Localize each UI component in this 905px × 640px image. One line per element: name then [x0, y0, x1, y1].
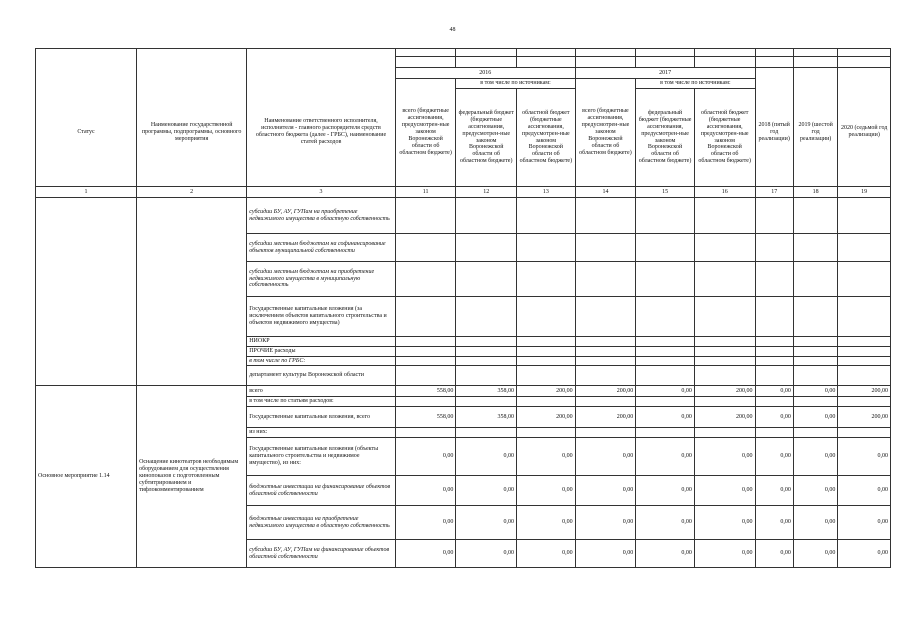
col-num: 1 — [36, 187, 137, 198]
table-row — [36, 386, 891, 397]
row-label: в том числе по статьям расходов: — [247, 397, 396, 407]
row-label: субсидии БУ, АУ, ГУПам на приобретение недвижимого имущества в областную собственность — [247, 198, 396, 234]
value-cell: 0,00 — [395, 540, 456, 568]
col-num: 12 — [456, 187, 517, 198]
value-cell: 0,00 — [636, 407, 695, 428]
budget-table — [35, 48, 891, 568]
col-num: 15 — [636, 187, 695, 198]
value-cell: 0,00 — [755, 438, 793, 476]
value-cell: 200,00 — [838, 386, 891, 397]
col-num: 13 — [517, 187, 576, 198]
row-label: бюджетные инвестиции на финансирование объектов областной собственности — [247, 476, 396, 506]
value-cell: 0,00 — [755, 506, 793, 540]
row-label: НИОКР — [247, 337, 396, 347]
row-label: всего — [247, 386, 396, 397]
header-federal-2016: федеральный бюджет (бюджетные ассигнования, предусмотрен-ные законом Воронежской области об областном бюджете) — [456, 89, 517, 187]
value-cell: 200,00 — [575, 386, 636, 397]
value-cell: 558,00 — [395, 386, 456, 397]
row-label: субсидии местным бюджетам на приобретение недвижимого имущества в муниципальную собственность — [247, 262, 396, 297]
value-cell: 0,00 — [793, 506, 837, 540]
col-num: 14 — [575, 187, 636, 198]
header-status: Статус — [36, 79, 137, 187]
value-cell: 0,00 — [838, 476, 891, 506]
value-cell: 0,00 — [636, 386, 695, 397]
value-cell: 0,00 — [694, 438, 755, 476]
value-cell: 0,00 — [636, 476, 695, 506]
value-cell: 200,00 — [517, 407, 576, 428]
col-num: 2 — [137, 187, 247, 198]
value-cell: 200,00 — [838, 407, 891, 428]
value-cell: 0,00 — [793, 407, 837, 428]
value-cell: 358,00 — [456, 407, 517, 428]
page-number: 48 — [449, 27, 456, 33]
measure-name: Оснащение кинотеатров необходимым оборудованием для осуществления кинопоказов с подготовленным субтитрированием и тифлокомментированием — [137, 386, 247, 568]
value-cell: 358,00 — [456, 386, 517, 397]
row-label: ПРОЧИЕ расходы — [247, 347, 396, 357]
header-sources-2017: в том числе по источникам: — [636, 79, 755, 89]
header-regional-2017: областной бюджет (бюджетные ассигнования, предусмотрен-ные законом Воронежской области об областном бюджете) — [694, 89, 755, 187]
value-cell: 0,00 — [636, 438, 695, 476]
year-2017: 2017 — [575, 68, 755, 79]
value-cell: 0,00 — [575, 540, 636, 568]
header-program: Наименование государственной программы, подпрограммы, основного мероприятия — [137, 79, 247, 187]
header-total-2017: всего (бюджетные ассигнования, предусмотрен-ные законом Воронежской области об областном бюджете) — [575, 79, 636, 187]
header-empty-row-2 — [36, 57, 891, 68]
table-row — [36, 198, 891, 234]
value-cell: 200,00 — [517, 386, 576, 397]
year-2016: 2016 — [395, 68, 575, 79]
value-cell: 0,00 — [838, 506, 891, 540]
header-2018: 2018 (пятый год реализации) — [755, 79, 793, 187]
value-cell: 0,00 — [755, 476, 793, 506]
value-cell: 0,00 — [793, 386, 837, 397]
value-cell: 0,00 — [575, 476, 636, 506]
row-label: из них: — [247, 428, 396, 438]
value-cell: 0,00 — [456, 506, 517, 540]
row-label: Государственные капитальные вложения (объекты капитального строительства и недвижимое имущество), из них: — [247, 438, 396, 476]
status-cell-empty — [36, 198, 137, 386]
col-num: 16 — [694, 187, 755, 198]
value-cell: 0,00 — [694, 506, 755, 540]
value-cell: 0,00 — [575, 506, 636, 540]
value-cell: 0,00 — [694, 540, 755, 568]
header-federal-2017: федеральный бюджет (бюджетные ассигнования, предусмотрен-ные законом Воронежской области об областном бюджете) — [636, 89, 695, 187]
value-cell: 200,00 — [694, 407, 755, 428]
header-total-2016: всего (бюджетные ассигнования, предусмотрен-ные законом Воронежской области об областном бюджете) — [395, 79, 456, 187]
program-cell-empty — [137, 198, 247, 386]
value-cell: 0,00 — [517, 506, 576, 540]
value-cell: 0,00 — [755, 407, 793, 428]
value-cell: 0,00 — [395, 438, 456, 476]
header-years-row — [36, 68, 891, 79]
value-cell: 0,00 — [575, 438, 636, 476]
header-sources-2016: в том числе по источникам: — [456, 79, 575, 89]
value-cell: 0,00 — [517, 438, 576, 476]
value-cell: 0,00 — [793, 438, 837, 476]
measure-status: Основное мероприятие 1.14 — [36, 386, 137, 568]
header-sources-row — [36, 79, 891, 89]
value-cell: 0,00 — [755, 386, 793, 397]
header-2020: 2020 (седьмой год реализации) — [838, 79, 891, 187]
col-num: 18 — [793, 187, 837, 198]
value-cell: 0,00 — [395, 476, 456, 506]
value-cell: 200,00 — [694, 386, 755, 397]
value-cell: 0,00 — [456, 476, 517, 506]
row-label: субсидии местным бюджетам на софинансирование объектов муниципальной собственности — [247, 234, 396, 262]
value-cell: 200,00 — [575, 407, 636, 428]
header-empty-row-1 — [36, 49, 891, 57]
value-cell: 0,00 — [456, 540, 517, 568]
value-cell: 0,00 — [694, 476, 755, 506]
value-cell: 0,00 — [636, 540, 695, 568]
value-cell: 0,00 — [517, 476, 576, 506]
value-cell: 0,00 — [456, 438, 517, 476]
value-cell: 0,00 — [395, 506, 456, 540]
row-label: Государственные капитальные вложения, всего — [247, 407, 396, 428]
header-executor: Наименование ответственного исполнителя, исполнителя - главного распорядителя средств областного бюджета (далее - ГРБС), наименование статей расходов — [247, 79, 396, 187]
row-label: в том числе по ГРБС: — [247, 357, 396, 366]
col-num: 17 — [755, 187, 793, 198]
col-num: 19 — [838, 187, 891, 198]
row-label: Государственные капитальные вложения (за исключением объектов капитального строительства и объектов недвижимого имущества) — [247, 297, 396, 337]
value-cell: 0,00 — [793, 540, 837, 568]
row-label: департамент культуры Воронежской области — [247, 366, 396, 386]
value-cell: 0,00 — [517, 540, 576, 568]
value-cell: 0,00 — [636, 506, 695, 540]
value-cell: 0,00 — [793, 476, 837, 506]
row-label: бюджетные инвестиции на приобретение недвижимого имущества в областную собственность — [247, 506, 396, 540]
column-number-row — [36, 187, 891, 198]
value-cell: 0,00 — [838, 540, 891, 568]
header-2019: 2019 (шестой год реализации) — [793, 79, 837, 187]
col-num: 3 — [247, 187, 396, 198]
value-cell: 558,00 — [395, 407, 456, 428]
value-cell: 0,00 — [755, 540, 793, 568]
row-label: субсидии БУ, АУ, ГУПам на финансирование объектов областной собственности — [247, 540, 396, 568]
header-regional-2016: областной бюджет (бюджетные ассигнования, предусмотрен-ные законом Воронежской области об областном бюджете) — [517, 89, 576, 187]
col-num: 11 — [395, 187, 456, 198]
value-cell: 0,00 — [838, 438, 891, 476]
